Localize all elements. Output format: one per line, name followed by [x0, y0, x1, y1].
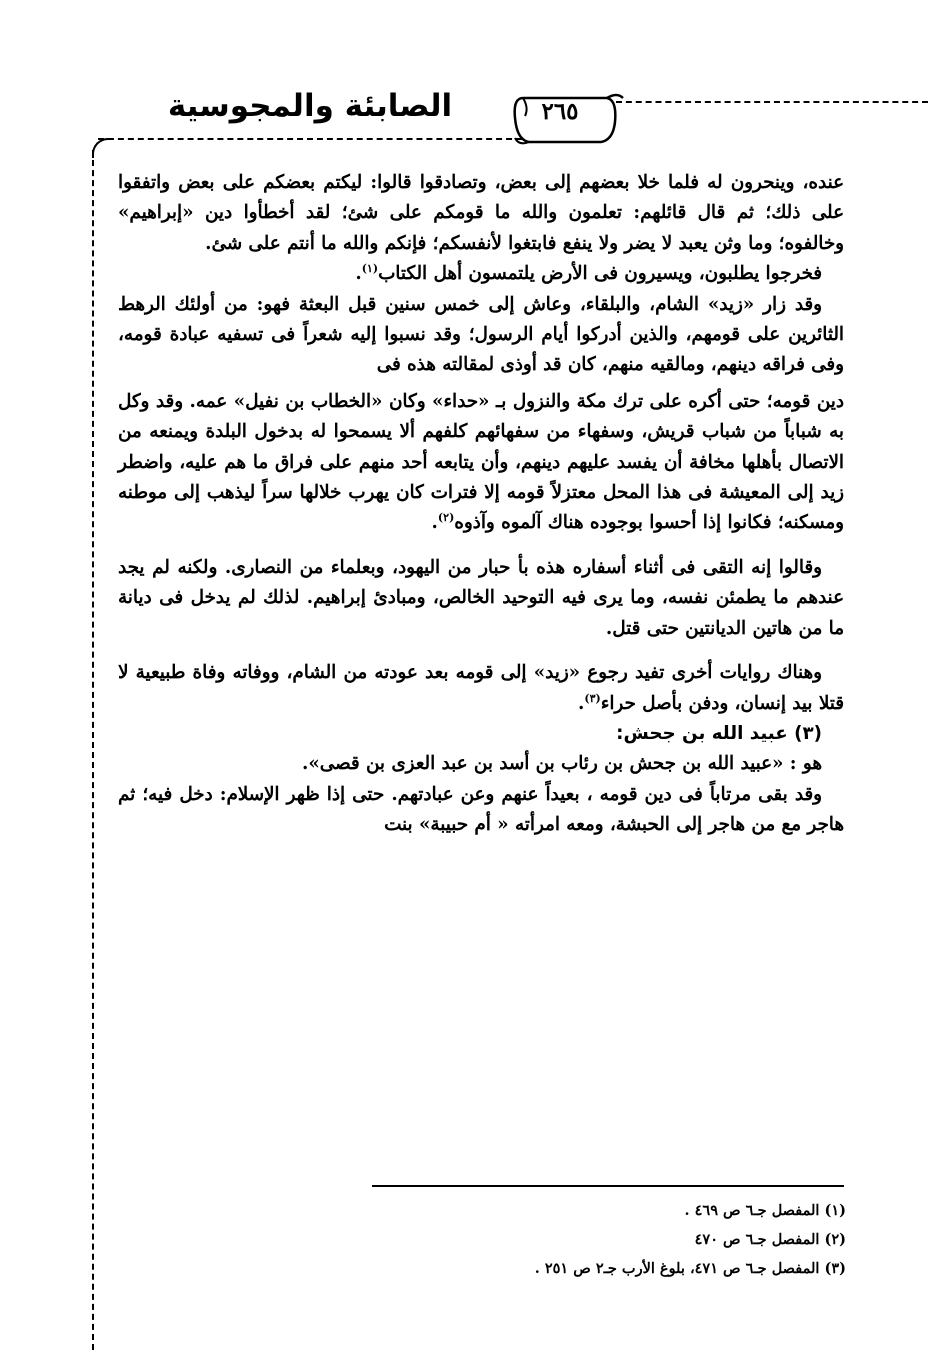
paragraph-8: وقد بقى مرتاباً فى دين قومه ، بعيداً عنهم وعن عبادتهم. حتى إذا ظهر الإسلام: دخل فيه؛ ثم هاجر مع من هاجر إلى الحبشة، ومعه امرأته « أم حبيبة» بنت [118, 783, 844, 836]
paragraph-4-text: دين قومه؛ حتى أكره على ترك مكة والنزول بـ «حداء» وكان «الخطاب بن نفيل» عمه. وقد وكل به شباباً من شباب قريش، وسفهاء من سفهائهم كلفهم ألا يسمحوا له بدخول البلدة ويمنعه من الاتصال بأهلها مخافة أن يفسد عليهم دينهم، وأن يتابعه أحد منهم على فراق ما هم عليه، واضطر زيد إلى المعيشة فى هذا المحل معتزلاً قومه إلا فترات كان يهرب خلالها سراً ليذهب إلى موطنه ومسكنه؛ فكانوا إذا أحسوا بوجوده هناك آلموه وآذوه [118, 390, 844, 534]
frame-rule-top [98, 138, 522, 140]
paragraph-2-end: . [355, 263, 362, 285]
paragraph-6 [118, 658, 844, 719]
body-text [118, 168, 844, 841]
paragraph-3: وقد زار «زيد» الشام، والبلقاء، وعاش إلى خمس سنين قبل البعثة فهو: من أولئك الرهط الثائرين على قومهم، والذين أدركوا أيام الرسول؛ وقد نسبوا إليه شعراً فى تسفيه عبادة قومه، وفى فراقه دينهم، ومالقيه منهم، كان قد أوذى لمقالته هذه فى [118, 293, 844, 376]
paragraph-2-text: فخرجوا يطلبون، ويسيرون فى الأرض يلتمسون أهل الكتاب [378, 263, 822, 285]
footnote-ref-2: (٢) [437, 511, 455, 525]
frame-corner [92, 138, 112, 158]
footnote-ref-3: (٣) [584, 691, 601, 705]
header-rule-right [616, 101, 928, 103]
paragraph-6-end: . [577, 692, 585, 714]
paragraph-6-text: وهناك روايات أخرى تفيد رجوع «زيد» إلى قومه بعد عودته من الشام، ووفاته وفاة طبيعية لا قتلا بيد إنسان، ودفن بأصل حراء [118, 662, 844, 714]
paragraph-5: وقالوا إنه التقى فى أثناء أسفاره هذه بأ حبار من اليهود، وبعلماء من النصارى. ولكنه لم يجد عندهم ما يطمئن نفسه، وما يرى فيه التوحيد الخالص، ومبادئ إبراهيم. لذلك لم يدخل فى ديانة ما من هاتين الديانتين حتى قتل. [118, 556, 844, 639]
footnotes [360, 1196, 846, 1283]
paragraph-1: عنده، وينحرون له فلما خلا بعضهم إلى بعض، وتصادقوا قالوا: ليكتم بعضكم على بعض واتفقوا على ذلك؛ ثم قال قائلهم: تعلمون والله ما قومكم على شئ؛ لقد أخطأوا دين «إبراهيم» وخالفوه؛ وما وثن يعبد لا يضر ولا ينفع فابتغوا لأنفسكم؛ فإنكم والله ما أنتم على شئ. [118, 172, 844, 254]
footnote-3: (٣) المفصل جـ٦ ص ٤٧١، بلوغ الأرب جـ٢ ص ٢٥١ . [534, 1260, 846, 1277]
running-title: الصابئة والمجوسية [167, 88, 453, 124]
paragraph-4 [118, 387, 844, 539]
paragraph-4-end: . [431, 512, 438, 534]
footnote-1: (١) المفصل جـ٦ ص ٤٦٩ . [684, 1202, 846, 1219]
footnote-separator [372, 1185, 844, 1187]
section-heading: (٣) عبيد الله بن جحش: [616, 722, 822, 744]
footnote-ref-1: (١) [361, 262, 379, 276]
footnote-2: (٢) المفصل جـ٦ ص ٤٧٠ [694, 1231, 846, 1248]
page-number: ٢٦٥ [541, 98, 579, 125]
frame-rule-left [92, 150, 94, 1350]
paragraph-7: هو : «عبيد الله بن جحش بن رئاب بن أسد بن عبد العزى بن قصى». [301, 753, 822, 775]
paragraph-2 [118, 259, 844, 289]
